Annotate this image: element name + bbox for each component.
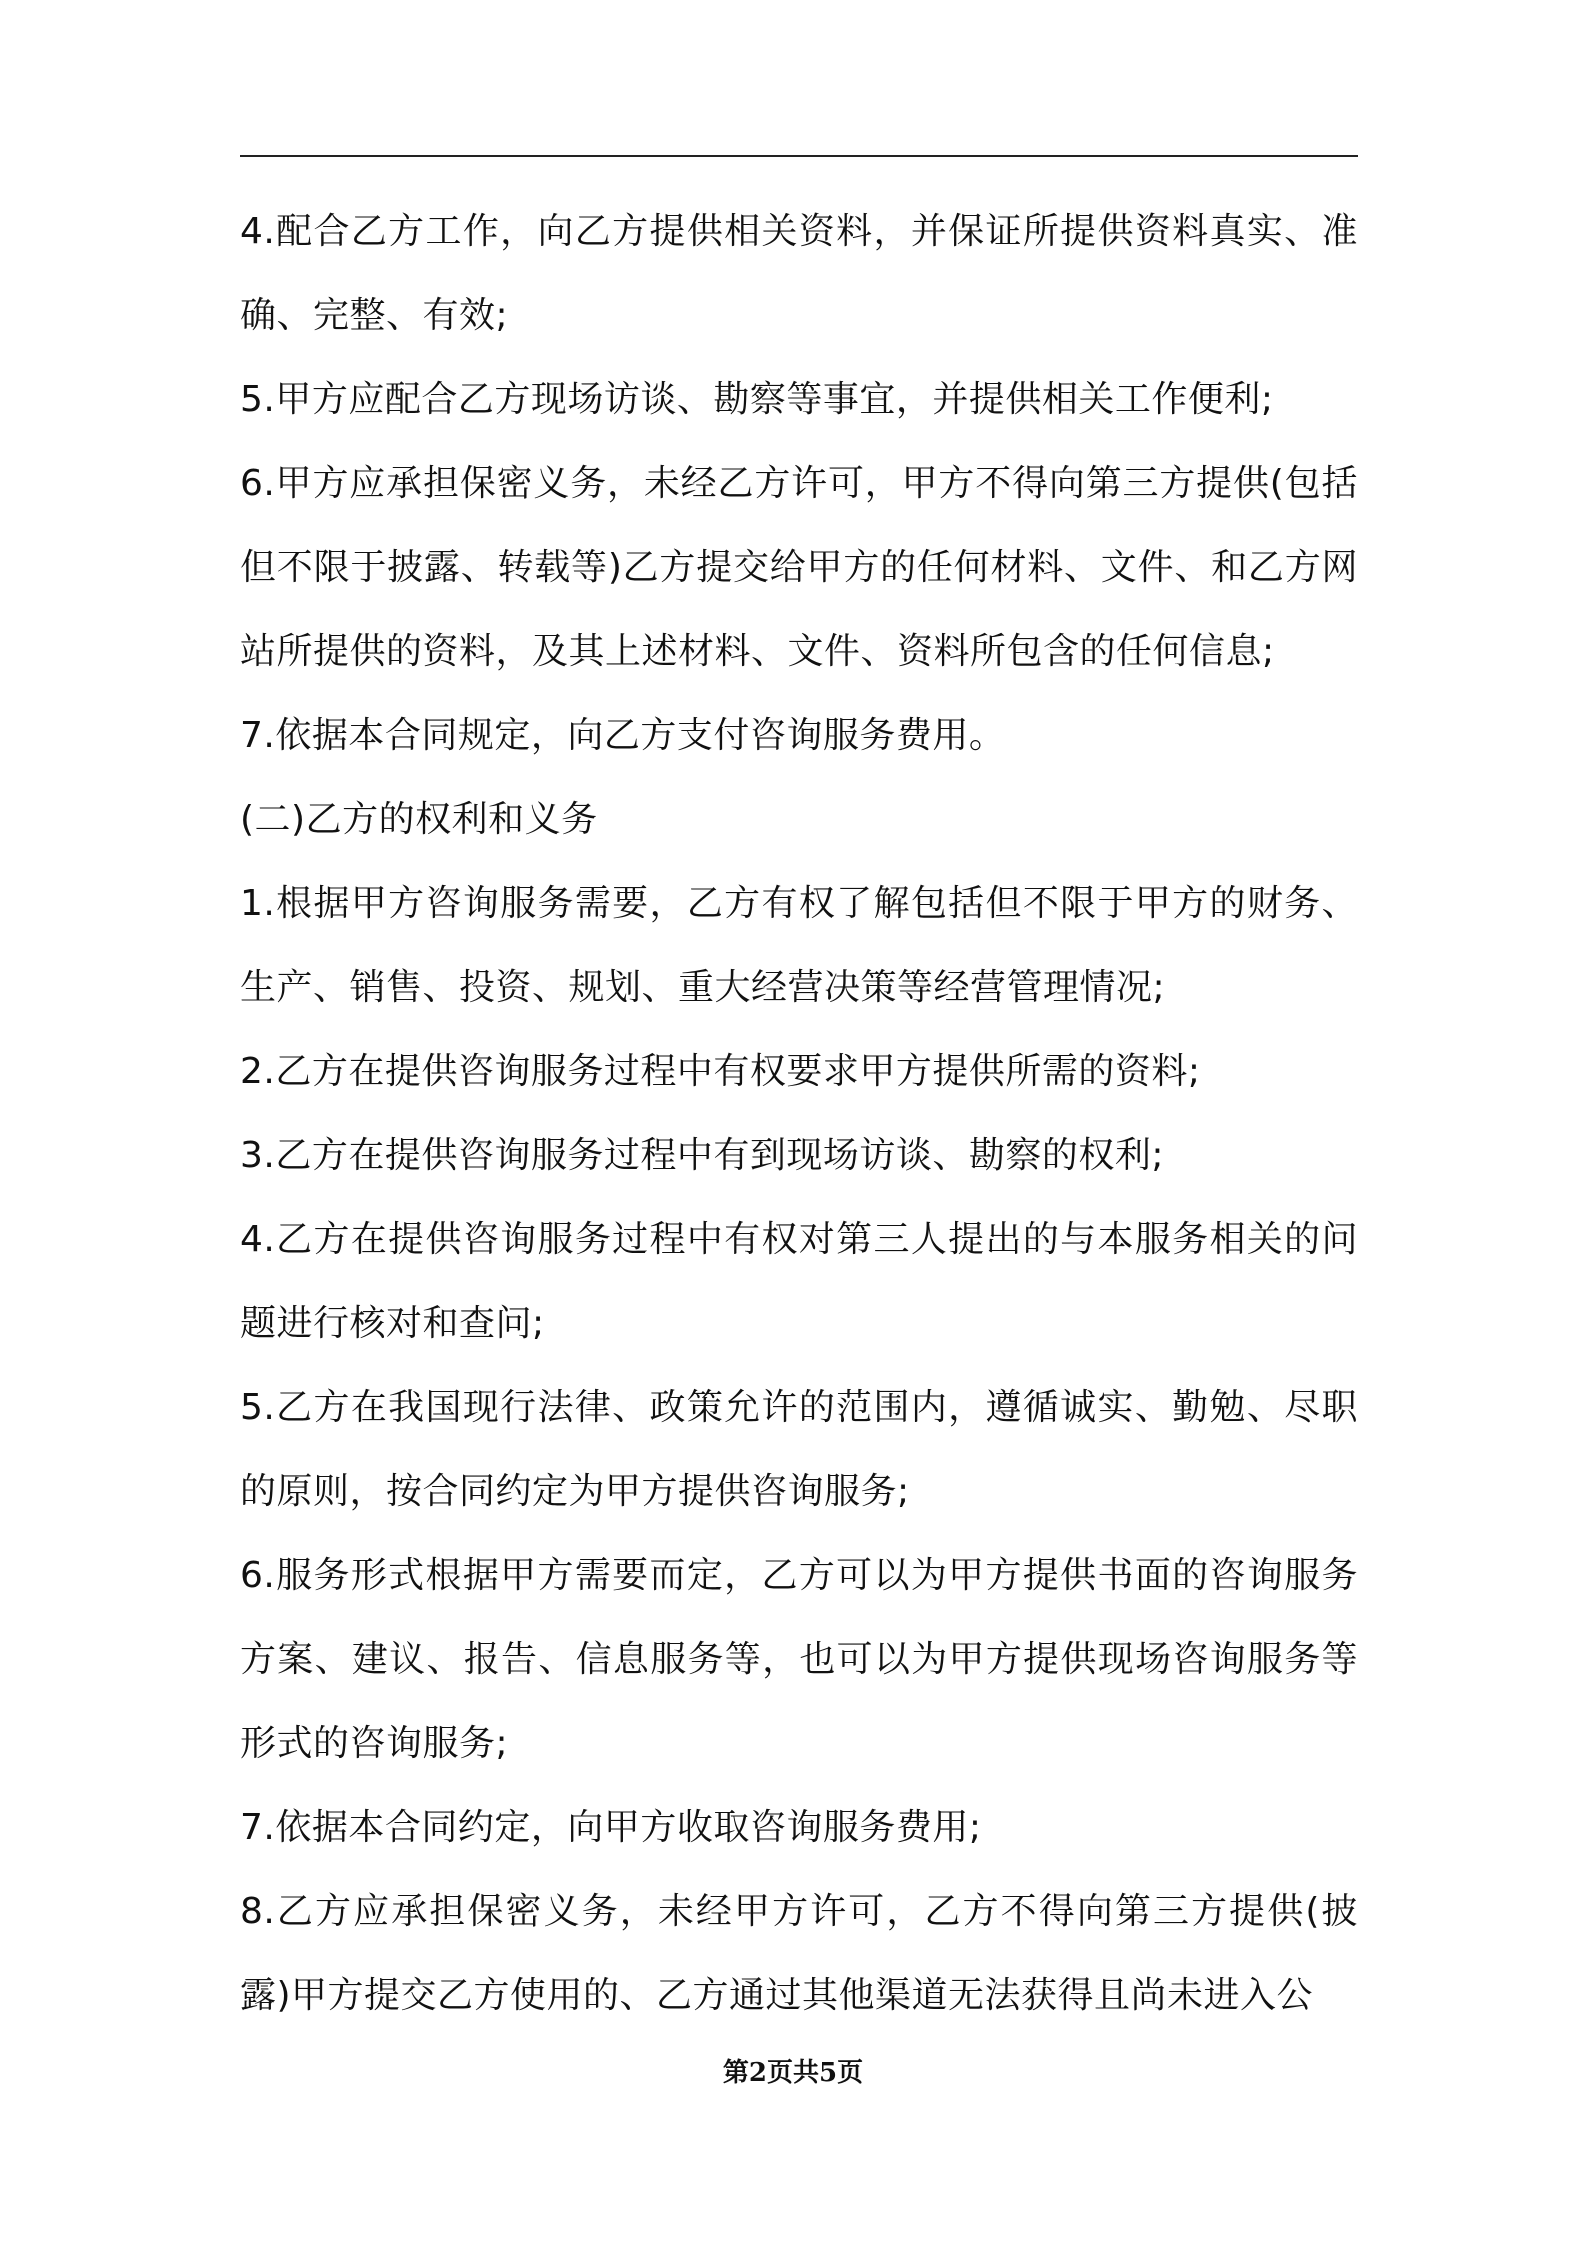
paragraph: 5.乙方在我国现行法律、政策允许的范围内，遵循诚实、勤勉、尽职的原则，按合同约定为甲方提供咨询服务; [240,1387,1358,1512]
document-body [240,190,1358,2038]
paragraph: 1.根据甲方咨询服务需要，乙方有权了解包括但不限于甲方的财务、生产、销售、投资、规划、重大经营决策等经营管理情况; [240,883,1358,1008]
paragraph: 2.乙方在提供咨询服务过程中有权要求甲方提供所需的资料; [240,1051,1201,1092]
paragraph: 6.甲方应承担保密义务，未经乙方许可，甲方不得向第三方提供(包括但不限于披露、转载等)乙方提交给甲方的任何材料、文件、和乙方网站所提供的资料，及其上述材料、文件、资料所包含的任何信息; [240,463,1358,672]
header-rule [240,155,1358,157]
paragraph: 4.乙方在提供咨询服务过程中有权对第三人提出的与本服务相关的问题进行核对和查问; [240,1219,1358,1344]
section-heading: (二)乙方的权利和义务 [240,799,598,840]
paragraph: 8.乙方应承担保密义务，未经甲方许可，乙方不得向第三方提供(披露)甲方提交乙方使用的、乙方通过其他渠道无法获得且尚未进入公 [240,1891,1358,2016]
page-number: 第2页共5页 [722,2058,864,2088]
paragraph: 7.依据本合同约定，向甲方收取咨询服务费用; [240,1807,982,1848]
paragraph: 5.甲方应配合乙方现场访谈、勘察等事宜，并提供相关工作便利; [240,379,1274,420]
paragraph: 7.依据本合同规定，向乙方支付咨询服务费用。 [240,715,1006,756]
paragraph: 6.服务形式根据甲方需要而定，乙方可以为甲方提供书面的咨询服务方案、建议、报告、信息服务等，也可以为甲方提供现场咨询服务等形式的咨询服务; [240,1555,1358,1764]
paragraph: 4.配合乙方工作，向乙方提供相关资料，并保证所提供资料真实、准确、完整、有效; [240,211,1358,336]
paragraph: 3.乙方在提供咨询服务过程中有到现场访谈、勘察的权利; [240,1135,1164,1176]
